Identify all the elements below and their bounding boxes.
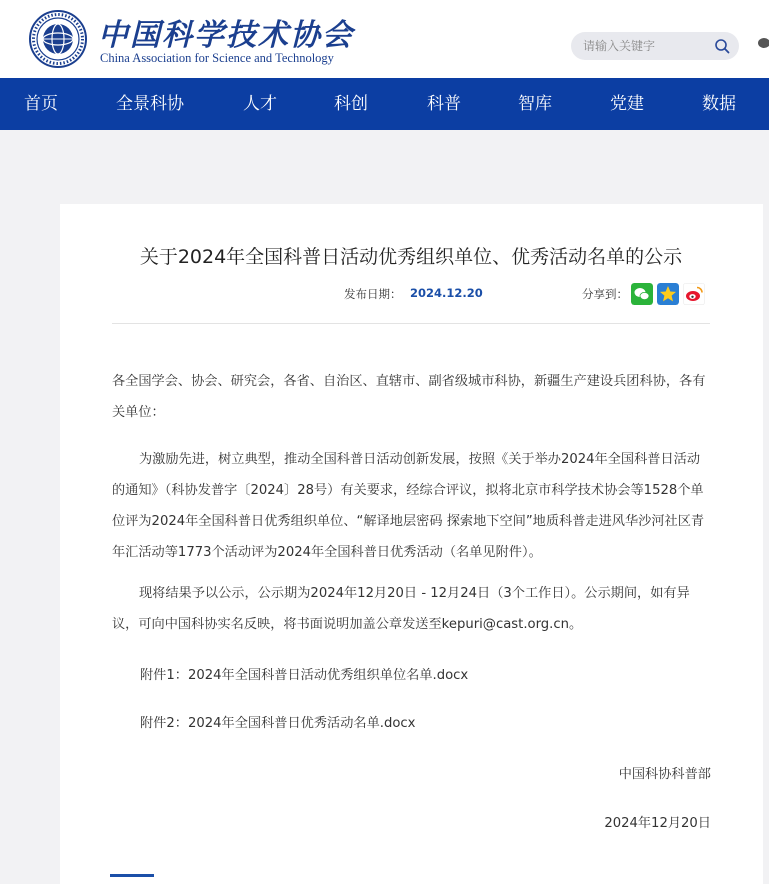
nav-item-overview[interactable]: 全景科协: [116, 94, 184, 114]
body-paragraph-2: 现将结果予以公示，公示期为2024年12月20日 - 12月24日（3个工作日）。公示期间，如有异议，可向中国科协实名反映，将书面说明加盖公章发送至kepuri@cast.org.cn。: [112, 586, 690, 632]
site-header: [0, 0, 769, 78]
publish-date: 2024.12.20: [410, 286, 483, 300]
main-nav: [0, 78, 769, 130]
article-title: 关于2024年全国科普日活动优秀组织单位、优秀活动名单的公示: [139, 246, 683, 268]
signature-date: 2024年12月20日: [604, 816, 711, 831]
nav-item-data[interactable]: 数据: [702, 94, 736, 114]
nav-item-talent[interactable]: 人才: [243, 94, 277, 114]
logo-chinese-name[interactable]: 中国科学技术协会: [98, 18, 354, 53]
cast-emblem-icon[interactable]: [29, 10, 87, 68]
body-paragraph-1: 为激励先进，树立典型，推动全国科普日活动创新发展，按照《关于举办2024年全国科普日活动的通知》（科协发普字〔2024〕28号）有关要求，经综合评议，拟将北京市科学技术协会等1528个单位评为2024年全国科普日优秀组织单位、“解译地层密码 探索地下空间”地质科普走进风华沙河社区青年汇活动等1773个活动评为2024年全国科普日优秀活动（名单见附件）。: [112, 452, 705, 560]
greeting-paragraph: 各全国学会、协会、研究会，各省、自治区、直辖市、副省级城市科协，新疆生产建设兵团科协，各有关单位：: [112, 374, 706, 420]
weibo-icon[interactable]: [683, 283, 705, 305]
qzone-icon[interactable]: [657, 283, 679, 305]
wechat-header-icon[interactable]: [757, 36, 769, 50]
attachment-link-2[interactable]: 附件2：2024年全国科普日优秀活动名单.docx: [140, 716, 416, 731]
share-label: 分享到：: [582, 287, 628, 301]
nav-item-innovation[interactable]: 科创: [334, 94, 368, 114]
nav-item-think-tank[interactable]: 智库: [518, 94, 552, 114]
article-card: [60, 204, 763, 884]
nav-item-party[interactable]: 党建: [610, 94, 644, 114]
signature-org: 中国科协科普部: [618, 767, 711, 782]
logo-english-name[interactable]: China Association for Science and Technology: [100, 51, 334, 65]
search-input[interactable]: [583, 32, 703, 60]
search-icon[interactable]: [714, 38, 730, 54]
publish-date-label: 发布日期：: [344, 287, 402, 301]
nav-item-home[interactable]: 首页: [24, 94, 58, 114]
attachment-link-1[interactable]: 附件1：2024年全国科普日活动优秀组织单位名单.docx: [140, 668, 469, 683]
wechat-icon[interactable]: [631, 283, 653, 305]
search-box: [571, 32, 739, 60]
nav-item-popular-science[interactable]: 科普: [427, 94, 461, 114]
title-divider: [112, 323, 710, 324]
